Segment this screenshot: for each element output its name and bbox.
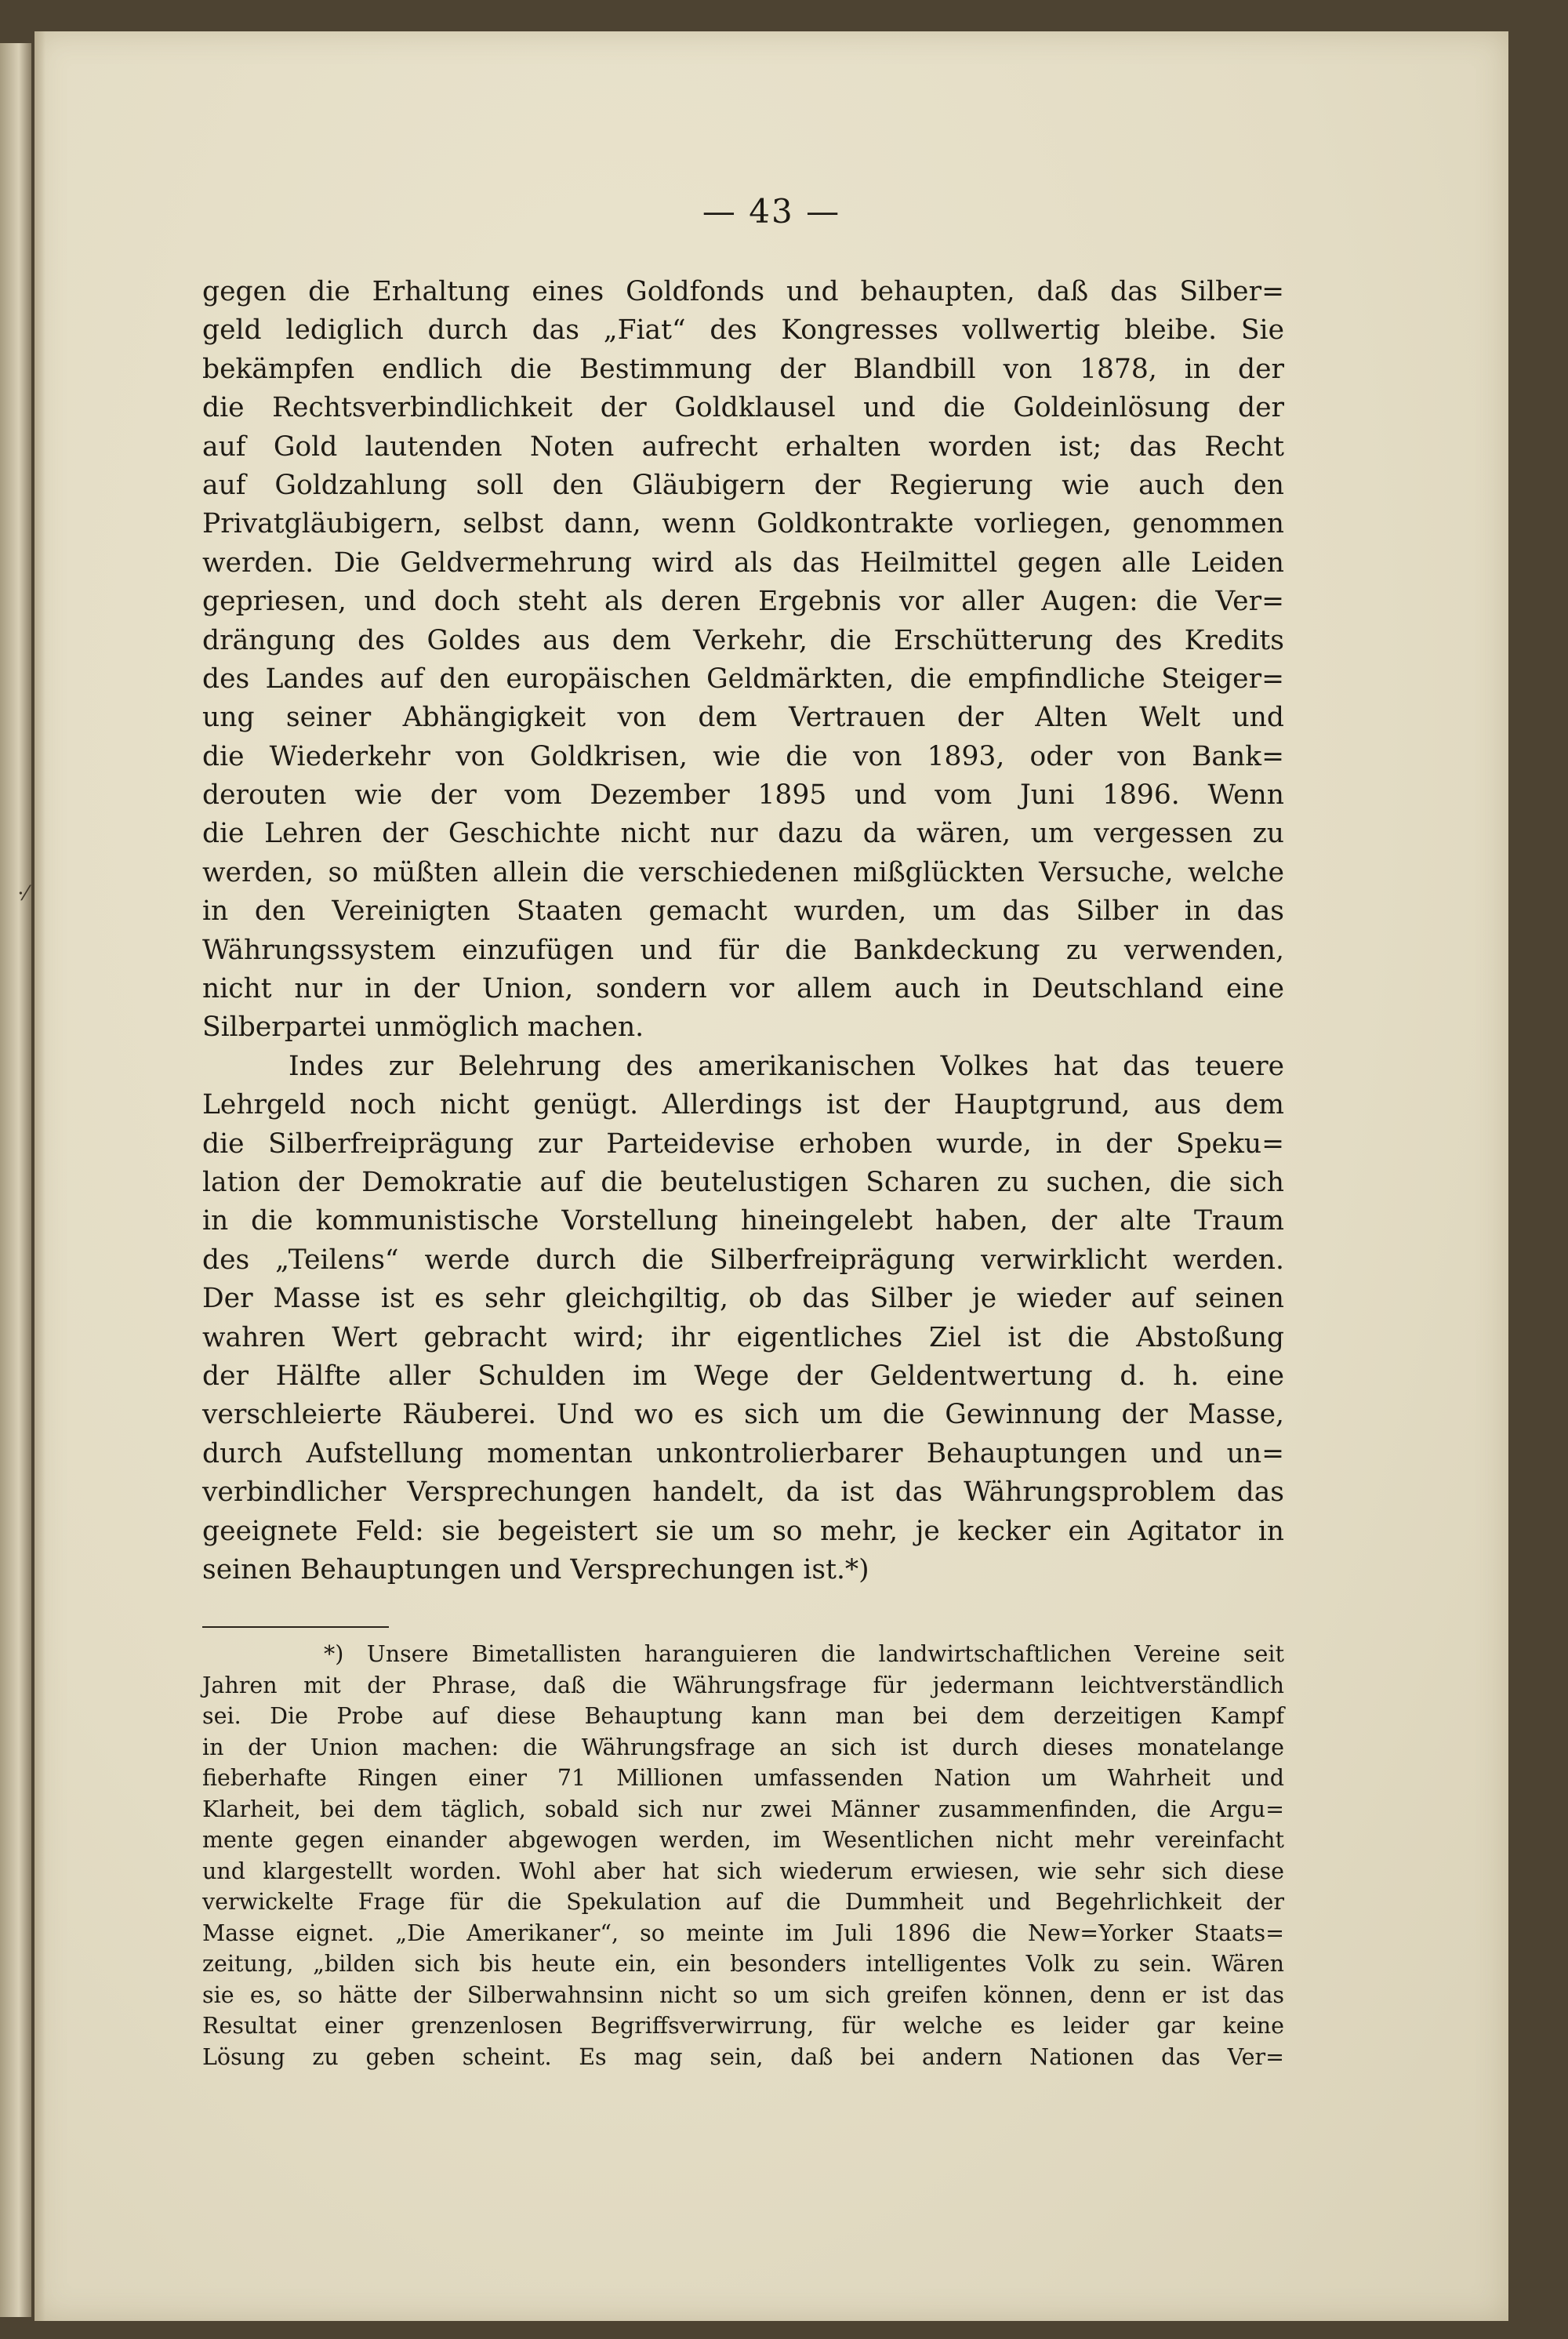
body-line: nicht nur in der Union, sondern vor allem auch in Deutschland eine — [202, 973, 1284, 1005]
body-line: Indes zur Belehrung des amerikanischen Volkes hat das teuere — [289, 1050, 1284, 1082]
body-line: geeignete Feld: sie begeistert sie um so mehr, je kecker ein Agitator in — [202, 1515, 1284, 1547]
body-line: auf Goldzahlung soll den Gläubigern der Regierung wie auch den — [202, 469, 1284, 501]
body-line: des Landes auf den europäischen Geldmärkten, die empfindliche Steiger= — [202, 663, 1284, 695]
body-line: Privatgläubigern, selbst dann, wenn Goldkontrakte vorliegen, genommen — [202, 508, 1284, 540]
body-line: die Rechtsverbindlichkeit der Goldklausel und die Goldeinlösung der — [202, 392, 1284, 424]
footnote-line: in der Union machen: die Währungsfrage an sich ist durch dieses monatelange — [202, 1734, 1284, 1760]
body-line: lation der Demokratie auf die beutelustigen Scharen zu suchen, die sich — [202, 1166, 1284, 1198]
footnote-separator — [202, 1626, 389, 1628]
body-line: die Silberfreiprägung zur Parteidevise erhoben wurde, in der Speku= — [202, 1128, 1284, 1160]
body-line: die Wiederkehr von Goldkrisen, wie die von 1893, oder von Bank= — [202, 740, 1284, 772]
footnote-line: zeitung, „bilden sich bis heute ein, ein besonders intelligentes Volk zu sein. Wären — [202, 1951, 1284, 1977]
body-line: in die kommunistische Vorstellung hineingelebt haben, der alte Traum — [202, 1205, 1284, 1237]
footnote-line: Lösung zu geben scheint. Es mag sein, daß bei andern Nationen das Ver= — [202, 2043, 1284, 2070]
body-line: gegen die Erhaltung eines Goldfonds und behaupten, daß das Silber= — [202, 276, 1284, 307]
footnote-line: fieberhafte Ringen einer 71 Millionen umfassenden Nation um Wahrheit und — [202, 1765, 1284, 1791]
body-line: wahren Wert gebracht wird; ihr eigentliches Ziel ist die Abstoßung — [202, 1321, 1284, 1353]
body-line: Lehrgeld noch nicht genügt. Allerdings ist der Hauptgrund, aus dem — [202, 1089, 1284, 1121]
footnote-line: *) Unsere Bimetallisten haranguieren die landwirtschaftlichen Vereine seit — [324, 1641, 1284, 1667]
footnote-line: Masse eignet. „Die Amerikaner“, so meinte im Juli 1896 die New=Yorker Staats= — [202, 1920, 1284, 1946]
footnote-line: sei. Die Probe auf diese Behauptung kann man bei dem derzeitigen Kampf — [202, 1703, 1284, 1729]
footnote-line: und klargestellt worden. Wohl aber hat sich wiederum erwiesen, wie sehr sich diese — [202, 1858, 1284, 1884]
body-line: ung seiner Abhängigkeit von dem Vertrauen der Alten Welt und — [202, 702, 1284, 734]
body-line: werden, so müßten allein die verschiedenen mißglückten Versuche, welche — [202, 856, 1284, 888]
margin-mark: ⋅⁄ — [17, 882, 28, 906]
body-line: die Lehren der Geschichte nicht nur dazu da wären, um vergessen zu — [202, 818, 1284, 850]
body-text — [202, 273, 1284, 1589]
footnote-line: sie es, so hätte der Silberwahnsinn nicht so um sich greifen können, denn er ist das — [202, 1981, 1284, 2008]
body-line: Währungssystem einzufügen und für die Bankdeckung zu verwenden, — [202, 934, 1284, 966]
body-line: verschleierte Räuberei. Und wo es sich um die Gewinnung der Masse, — [202, 1399, 1284, 1431]
body-line: verbindlicher Versprechungen handelt, da ist das Währungsproblem das — [202, 1476, 1284, 1509]
footnote-line: verwickelte Frage für die Spekulation auf die Dummheit und Begehrlichkeit der — [202, 1889, 1284, 1915]
body-line: geld lediglich durch das „Fiat“ des Kongresses vollwertig bleibe. Sie — [202, 314, 1284, 347]
body-line: drängung des Goldes aus dem Verkehr, die Erschütterung des Kredits — [202, 624, 1284, 656]
body-line: gepriesen, und doch steht als deren Ergebnis vor aller Augen: die Ver= — [202, 586, 1284, 618]
previous-page-edge — [0, 43, 31, 2317]
body-line: Der Masse ist es sehr gleichgiltig, ob das Silber je wieder auf seinen — [202, 1283, 1284, 1315]
body-line: derouten wie der vom Dezember 1895 und vom Juni 1896. Wenn — [202, 779, 1284, 812]
book-page — [34, 31, 1508, 2321]
footnote-line: Resultat einer grenzenlosen Begriffsverwirrung, für welche es leider gar keine — [202, 2013, 1284, 2039]
body-line: bekämpfen endlich die Bestimmung der Blandbill von 1878, in der — [202, 353, 1284, 385]
body-line: werden. Die Geldvermehrung wird als das Heilmittel gegen alle Leiden — [202, 547, 1284, 579]
body-line: des „Teilens“ werde durch die Silberfreiprägung verwirklicht werden. — [202, 1244, 1284, 1276]
footnote-line: Jahren mit der Phrase, daß die Währungsfrage für jedermann leichtverständlich — [202, 1672, 1284, 1698]
body-line: seinen Behauptungen und Versprechungen ist.*) — [202, 1553, 869, 1585]
body-line: in den Vereinigten Staaten gemacht wurden, um das Silber in das — [202, 895, 1284, 928]
page-number: — 43 — — [702, 192, 841, 231]
footnote-line: mente gegen einander abgewogen werden, im Wesentlichen nicht mehr vereinfacht — [202, 1827, 1284, 1853]
footnote-line: Klarheit, bei dem täglich, sobald sich nur zwei Männer zusammenfinden, die Argu= — [202, 1796, 1284, 1822]
footnote-text — [202, 1639, 1284, 2072]
body-line: durch Aufstellung momentan unkontrolierbarer Behauptungen und un= — [202, 1437, 1284, 1469]
body-line: auf Gold lautenden Noten aufrecht erhalten worden ist; das Recht — [202, 430, 1284, 463]
page-fold-shadow — [34, 31, 45, 2321]
body-line: der Hälfte aller Schulden im Wege der Geldentwertung d. h. eine — [202, 1360, 1284, 1392]
body-line: Silberpartei unmöglich machen. — [202, 1012, 644, 1044]
